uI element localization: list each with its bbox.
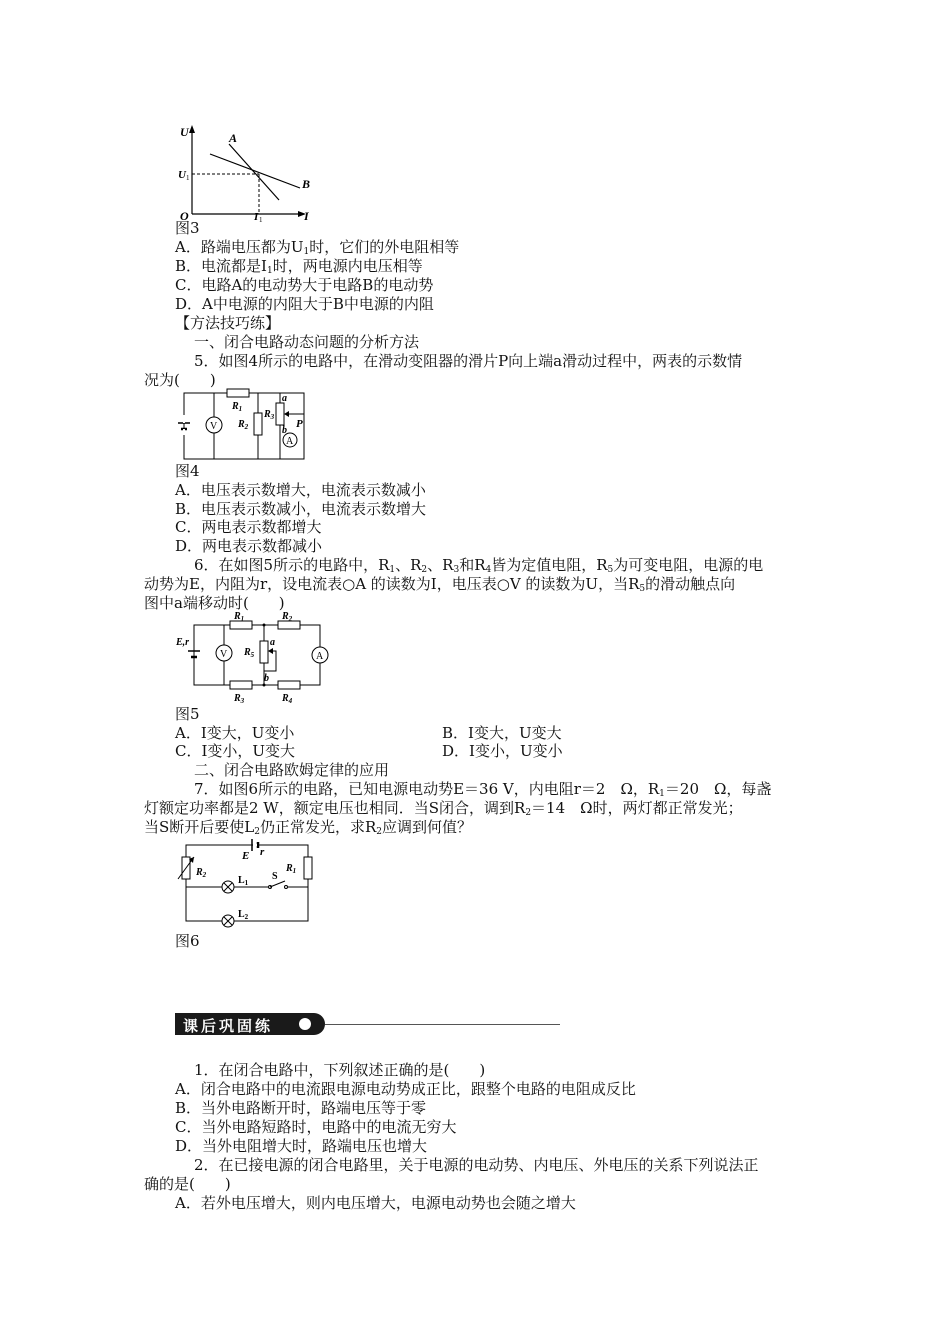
- line-b-label: B: [302, 177, 311, 191]
- p-label: P: [296, 418, 303, 430]
- banner-box: [175, 1013, 325, 1035]
- emf-label: E,r: [176, 637, 190, 648]
- voltmeter-label: V: [210, 421, 218, 432]
- figure-6-circuit: [172, 835, 322, 931]
- voltmeter-label: V: [220, 649, 228, 660]
- r4-label: $R_4$: [282, 693, 293, 704]
- q4-option-d: D．A中电源的内阻大于B中电源的内阻: [175, 295, 434, 313]
- fig3-caption: 图3: [175, 219, 200, 237]
- q6-option-b: B．I变大，U变大: [442, 724, 562, 742]
- fig6-caption: 图6: [175, 932, 200, 950]
- q4-option-a: A．路端电压都为$U_1$时，它们的外电阻相等: [175, 238, 460, 257]
- r3-label: $R_3$: [234, 693, 245, 704]
- i1-label: I: [254, 211, 259, 222]
- a-label: a: [270, 637, 275, 648]
- q5-stem-line1: 5．如图4所示的电路中，在滑动变阻器的滑片P向上端a滑动过程中，两表的示数情: [194, 352, 743, 370]
- q7-stem-line2: 灯额定功率都是2 W，额定电压也相同．当S闭合，调到$R_2=14$ Ω时，两灯都正常发光；: [144, 799, 743, 818]
- origin-label: O: [180, 209, 189, 222]
- q6-option-d: D．I变小，U变小: [442, 742, 563, 760]
- q7-stem-line1: 7．如图6所示的电路，已知电源电动势E＝36 V，内电阻r＝2 Ω，$R_1=20$ Ω，每盏: [194, 780, 772, 799]
- banner-title: 课后巩固练: [183, 1017, 274, 1035]
- r1-label: $R_1$: [286, 863, 297, 875]
- q5-stem-line2: 况为( ): [144, 371, 216, 389]
- topic-2-heading: 二、闭合电路欧姆定律的应用: [194, 761, 390, 779]
- section-method: 【方法技巧练】: [175, 314, 281, 332]
- r-label: r: [260, 846, 265, 858]
- r3-label: $R_3$: [264, 409, 275, 421]
- figure-4-circuit: [172, 385, 332, 465]
- l2-label: $L_2$: [238, 909, 249, 921]
- b-label: b: [282, 425, 287, 436]
- axis-x-label: I: [304, 209, 309, 222]
- figure-3-graph: [172, 122, 322, 222]
- q6-stem-line1: 6．在如图5所示的电路中，$R_1$、$R_2$、$R_3$和$R_4$皆为定值电阻，$R_5$为可变电阻，电源的电: [194, 556, 764, 575]
- ammeter-label: A: [316, 651, 324, 662]
- r1-label: $R_1$: [234, 611, 245, 623]
- r2-label: $R_2$: [238, 419, 249, 431]
- u1-sub: 1: [186, 174, 190, 182]
- p2-stem-line1: 2．在已接电源的闭合电路里，关于电源的电动势、内电压、外电压的关系下列说法正: [194, 1156, 759, 1174]
- q7-stem-line3: 当S断开后要使$L_2$仍正常发光，求$R_2$应调到何值？: [144, 818, 473, 837]
- ammeter-label: A: [286, 436, 294, 447]
- fig4-caption: 图4: [175, 462, 200, 480]
- p2-stem-line2: 确的是( ): [144, 1175, 231, 1193]
- figure-5-circuit: [172, 609, 332, 704]
- p1-stem: 1．在闭合电路中，下列叙述正确的是( ): [194, 1061, 486, 1079]
- r2-label: $R_2$: [196, 867, 207, 879]
- q5-option-c: C．两电表示数都增大: [175, 518, 322, 536]
- axis-y-label: U: [180, 125, 189, 139]
- b-label: b: [264, 673, 269, 684]
- line-a-label: A: [229, 131, 238, 145]
- u1-label: U: [178, 169, 186, 181]
- topic-1-heading: 一、闭合电路动态问题的分析方法: [194, 333, 420, 351]
- switch-label: S: [272, 871, 278, 882]
- p1-option-d: D．当外电阻增大时，路端电压也增大: [175, 1137, 428, 1155]
- e-label: E: [242, 850, 250, 862]
- fig5-caption: 图5: [175, 705, 200, 723]
- i1-sub: 1: [259, 216, 263, 222]
- q4-option-b: B．电流都是$I_1$时，两电源内电压相等: [175, 257, 423, 276]
- p2-option-a: A．若外电压增大，则内电压增大，电源电动势也会随之增大: [175, 1194, 576, 1212]
- q5-option-d: D．两电表示数都减小: [175, 537, 323, 555]
- q5-option-a: A．电压表示数增大，电流表示数减小: [175, 481, 426, 499]
- l1-label: $L_1$: [238, 875, 249, 887]
- p1-option-a: A．闭合电路中的电流跟电源电动势成正比，跟整个电路的电阻成反比: [175, 1080, 636, 1098]
- q4-option-c: C．电路A的电动势大于电路B的电动势: [175, 276, 434, 294]
- a-label: a: [282, 393, 287, 404]
- banner-rule: [325, 1024, 560, 1025]
- q6-stem-line3: 图中a端移动时( ): [144, 594, 285, 612]
- r5-label: $R_5$: [244, 647, 255, 659]
- r1-label: $R_1$: [232, 401, 243, 413]
- q6-option-c: C．I变小，U变大: [175, 742, 296, 760]
- q5-option-b: B．电压表示数减小，电流表示数增大: [175, 500, 427, 518]
- q6-option-a: A．I变大，U变小: [175, 724, 295, 742]
- r2-label: $R_2$: [282, 611, 293, 623]
- p1-option-b: B．当外电路断开时，路端电压等于零: [175, 1099, 427, 1117]
- q6-stem-line2: 动势为E，内阻为r，设电流表○A 的读数为I，电压表○V 的读数为U，当$R_5$的滑动触点向: [144, 575, 736, 594]
- banner-dot-icon: [299, 1018, 311, 1030]
- section-banner: [175, 1013, 560, 1035]
- p1-option-c: C．当外电路短路时，电路中的电流无穷大: [175, 1118, 457, 1136]
